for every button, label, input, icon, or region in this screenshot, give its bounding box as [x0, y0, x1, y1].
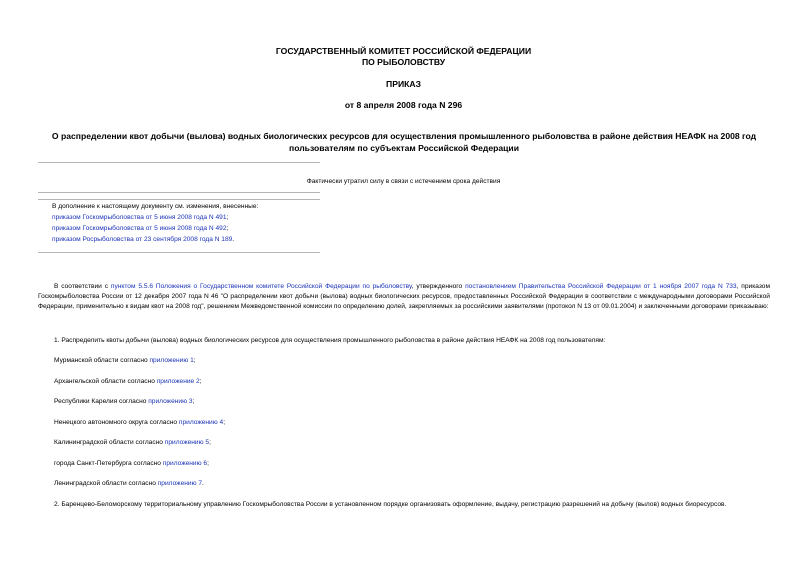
appendix-link-6[interactable]: приложению 6 [162, 460, 208, 467]
appendix-link-5[interactable]: приложению 5 [164, 439, 210, 446]
change-link-row: приказом Росрыболовства от 23 сентября 2008 года N 189. [52, 236, 235, 243]
change-link-189[interactable]: приказом Росрыболовства от 23 сентября 2008 года N 189 [52, 236, 233, 243]
doc-date-number: от 8 апреля 2008 года N 296 [344, 100, 463, 110]
divider [38, 199, 320, 200]
change-link-row: приказом Госкомрыболовства от 5 июня 2008 года N 492; [52, 225, 229, 232]
recipient-item: Калининградской области согласно приложению 5; [54, 439, 211, 446]
document-title: О распределении квот добычи (вылова) водных биологических ресурсов для осуществления промышленного рыболовства в районе действия НЕАФК на 2008 год пользователям по субъектам Российской Федерации [51, 131, 757, 153]
recipient-item: Мурманской области согласно приложению 1; [54, 357, 196, 364]
preamble-paragraph: В соответствии с пунктом 5.5.6 Положения о Государственном комитете Российской Федерации по рыболовству, утвержденного постановлением Правительства Российской Федерации от 1 ноября 2007 года N 733, приказом Госкомрыболовства России от 12 декабря 2007 года N 46 "О распределении квот добычи (вылова) водных биологических ресурсов, предоставленных Российской Федерации в соответствии с международными договорами Российской Федерации, применительно к видам квот на 2008 год", решением Межведомственной комиссии по определению долей, закрепляемых за российскими заявителями (протокол N 13 от 09.01.2004) и заключенными договорами приказываю: [38, 283, 770, 311]
link-regulation-5-5-6[interactable]: пунктом 5.5.6 Положения о Государственном комитете Российской Федерации по рыболовству [110, 283, 412, 290]
divider [38, 162, 320, 163]
status-note: Фактически утратил силу в связи с истечением срока действия [306, 178, 501, 185]
appendix-link-7[interactable]: приложению 7 [157, 480, 203, 487]
recipient-item: Ненецкого автономного округа согласно приложению 4; [54, 419, 226, 426]
link-government-decree[interactable]: постановлением Правительства Российской Федерации от 1 ноября 2007 года N 733 [465, 283, 737, 290]
appendix-link-3[interactable]: приложению 3 [148, 398, 193, 405]
appendix-link-1[interactable]: приложению 1 [149, 357, 194, 364]
doc-type: ПРИКАЗ [386, 79, 421, 89]
change-link-row: приказом Госкомрыболовства от 5 июня 2008 года N 491; [52, 214, 229, 221]
divider [38, 192, 320, 193]
point-1: 1. Распределить квоты добычи (вылова) водных биологических ресурсов для осуществления промышленного рыболовства в районе действия НЕАФК на 2008 год пользователям: [54, 337, 606, 344]
appendix-link-4[interactable]: приложению 4 [178, 419, 224, 426]
point-2: 2. Баренцево-Беломорскому территориальному управлению Госкомрыболовства России в установленном порядке организовать оформление, выдачу, регистрацию разрешений на добычу (вылов) водных биоресурсов. [54, 501, 727, 508]
recipient-item: города Санкт-Петербурга согласно приложению 6; [54, 460, 209, 467]
change-link-491[interactable]: приказом Госкомрыболовства от 5 июня 2008 года N 491 [52, 214, 227, 221]
org-name-line2: ПО РЫБОЛОВСТВУ [361, 57, 446, 67]
recipient-item: Ленинградской области согласно приложению 7. [54, 480, 204, 487]
changes-block [52, 202, 452, 246]
changes-intro: В дополнение к настоящему документу см. изменения, внесенные: [52, 203, 259, 210]
recipient-item: Архангельской области согласно приложение 2; [54, 378, 202, 385]
recipient-item: Республики Карелия согласно приложению 3; [54, 398, 195, 405]
divider [38, 252, 320, 253]
appendix-link-2[interactable]: приложение 2 [156, 378, 200, 385]
change-link-492[interactable]: приказом Госкомрыболовства от 5 июня 2008 года N 492 [52, 225, 227, 232]
org-name-line1: ГОСУДАРСТВЕННЫЙ КОМИТЕТ РОССИЙСКОЙ ФЕДЕРАЦИИ [275, 46, 532, 56]
